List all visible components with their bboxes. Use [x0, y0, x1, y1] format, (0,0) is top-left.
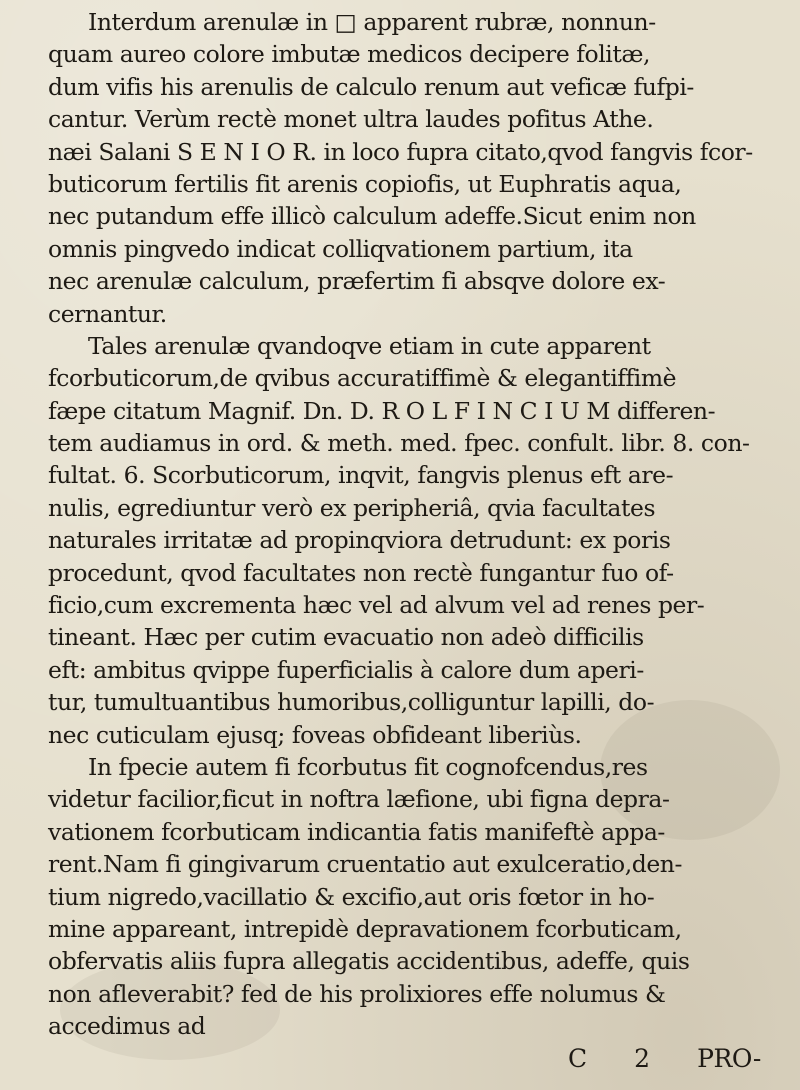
text-line: accedimus ad [48, 1012, 206, 1041]
text-line: omnis pingvedo indicat colliqvationem partium, ita [48, 234, 633, 263]
text-line: mine appareant, intrepidè depravationem fcorbuticam, [48, 914, 682, 943]
text-line: obfervatis aliis fupra allegatis accidentibus, adeffe, quis [48, 947, 690, 976]
text-line: In fpecie autem fi fcorbutus fit cognofcendus,res [88, 752, 648, 781]
page-footer [48, 1043, 776, 1075]
text-line: rent.Nam fi gingivarum cruentatio aut exulceratio,den- [48, 850, 682, 879]
text-line: videtur facilior,ficut in noftra læfione, ubi figna depra- [48, 785, 670, 814]
text-line: procedunt, qvod facultates non rectè fungantur fuo of- [48, 558, 674, 587]
text-line: tem audiamus in ord. & meth. med. fpec. confult. libr. 8. con- [48, 429, 750, 458]
text-line: nec arenulæ calculum, præfertim fi absqve dolore ex- [48, 267, 666, 296]
body-text [48, 6, 776, 1075]
text-line: tineant. Hæc per cutim evacuatio non adeò difficilis [48, 623, 644, 652]
text-line: cantur. Verùm rectè monet ultra laudes pofitus Athe. [48, 105, 654, 134]
text-line: buticorum fertilis fit arenis copiofis, ut Euphratis aqua, [48, 169, 682, 198]
text-line: tium nigredo,vacillatio & excifio,aut oris fœtor in ho- [48, 882, 655, 911]
text-line: tur, tumultuantibus humoribus,colliguntur lapilli, do- [48, 688, 655, 717]
signature-mark: C 2 [568, 1043, 650, 1073]
catchword: PRO- [697, 1043, 761, 1073]
text-line: nec cuticulam ejusq; foveas obfideant liberiùs. [48, 720, 582, 749]
text-line: dum vifis his arenulis de calculo renum aut veficæ fufpi- [48, 72, 694, 101]
text-line: vationem fcorbuticam indicantia fatis manifeftè appa- [48, 817, 665, 846]
text-line: fæpe citatum Magnif. Dn. D. R O L F I N C I U M differen- [48, 396, 716, 425]
text-line: nec putandum effe illicò calculum adeffe.Sicut enim non [48, 202, 696, 231]
text-line: ficio,cum excrementa hæc vel ad alvum vel ad renes per- [48, 591, 705, 620]
text-line: nulis, egrediuntur verò ex peripheriâ, qvia facultates [48, 493, 656, 522]
text-line: næi Salani S E N I O R. in loco fupra citato,qvod fangvis fcor- [48, 137, 753, 166]
text-line: Interdum arenulæ in □ apparent rubræ, nonnun- [88, 8, 656, 36]
text-line: quam aureo colore imbutæ medicos decipere folitæ, [48, 40, 651, 69]
text-line: fultat. 6. Scorbuticorum, inqvit, fangvis plenus eft are- [48, 461, 674, 490]
text-line: fcorbuticorum,de qvibus accuratiffimè & elegantiffimè [48, 364, 677, 393]
text-line: Tales arenulæ qvandoqve etiam in cute apparent [88, 331, 651, 360]
text-line: cernantur. [48, 299, 167, 328]
text-line: eft: ambitus qvippe fuperficialis à calore dum aperi- [48, 655, 644, 684]
text-line: naturales irritatæ ad propinqviora detrudunt: ex poris [48, 526, 671, 555]
text-line: non afleverabit? fed de his prolixiores effe nolumus & [48, 979, 666, 1008]
